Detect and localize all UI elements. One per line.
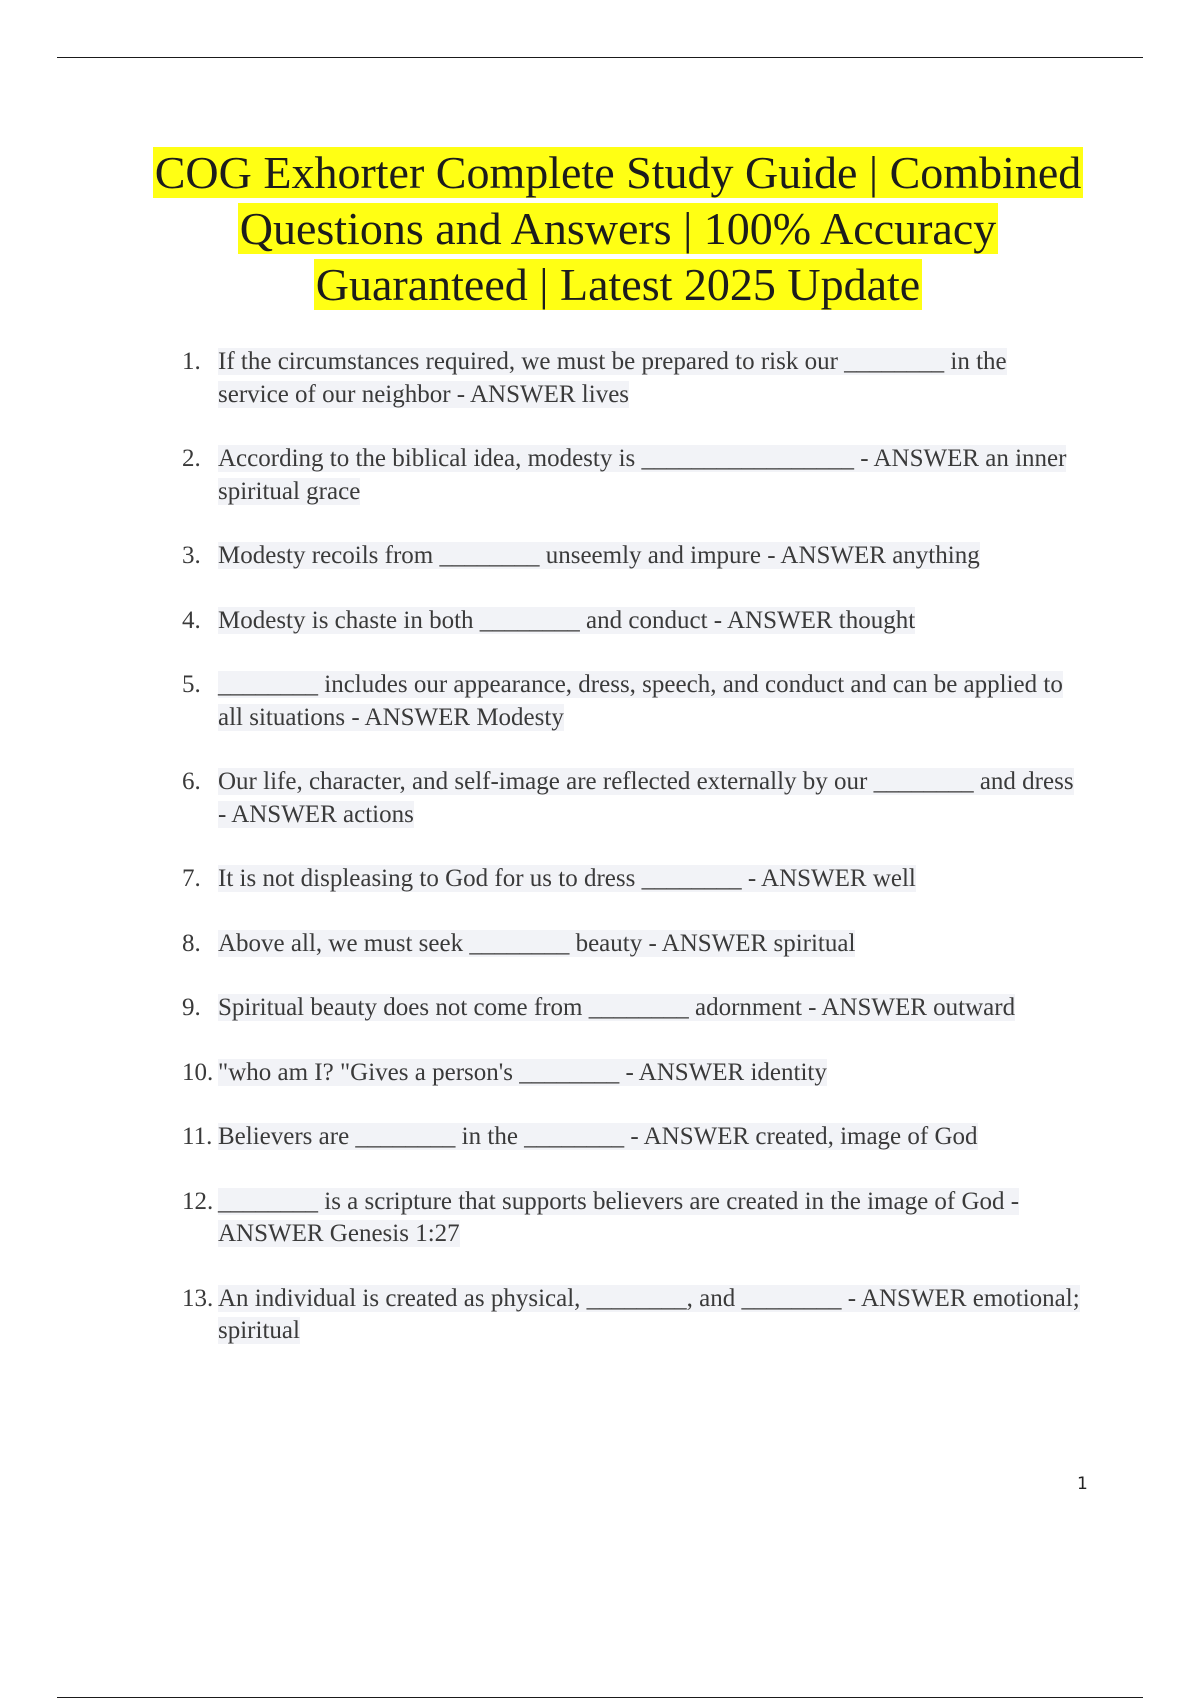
question-item: [182, 1121, 1082, 1154]
document-title: [150, 145, 1086, 313]
question-item: [182, 605, 1082, 638]
question-item: [182, 540, 1082, 573]
question-number: 11.: [182, 1123, 213, 1150]
question-number: 6.: [182, 768, 201, 795]
question-item: [182, 992, 1082, 1025]
question-item: [182, 443, 1082, 508]
question-item: [182, 669, 1082, 734]
question-number: 8.: [182, 929, 201, 957]
question-text: ________ includes our appearance, dress, speech, and conduct and can be applied to all situations - ANSWER Modesty: [218, 671, 1063, 731]
question-number: 10.: [182, 1058, 214, 1086]
question-text: It is not displeasing to God for us to dress ________ - ANSWER well: [218, 865, 916, 892]
question-item: [182, 766, 1082, 831]
page-number: 1: [1077, 1474, 1088, 1494]
question-number: 5.: [182, 671, 201, 698]
document-title-text: COG Exhorter Complete Study Guide | Combined Questions and Answers | 100% Accuracy Guaranteed | Latest 2025 Update: [154, 147, 1082, 310]
question-text: "who am I? "Gives a person's ________ - ANSWER identity: [218, 1058, 827, 1086]
question-text: Spiritual beauty does not come from ________ adornment - ANSWER outward: [218, 994, 1016, 1021]
question-number: 12.: [182, 1187, 214, 1215]
question-number: 2.: [182, 445, 201, 472]
question-text: Our life, character, and self-image are reflected externally by our ________ and dress - ANSWER actions: [218, 768, 1074, 828]
question-number: 3.: [182, 542, 201, 569]
question-text: An individual is created as physical, ________, and ________ - ANSWER emotional; spiritual: [218, 1284, 1080, 1344]
question-item: [182, 1283, 1082, 1348]
question-number: 1.: [182, 348, 201, 375]
question-number: 13.: [182, 1284, 214, 1312]
question-item: [182, 1057, 1082, 1090]
question-number: 7.: [182, 865, 201, 892]
question-number: 4.: [182, 606, 201, 634]
question-text: Modesty recoils from ________ unseemly and impure - ANSWER anything: [218, 542, 980, 569]
question-text: ________ is a scripture that supports believers are created in the image of God - ANSWER Genesis 1:27: [218, 1187, 1020, 1247]
footer-rule: [57, 1697, 1143, 1698]
question-text: According to the biblical idea, modesty is _________________ - ANSWER an inner spiritual grace: [218, 445, 1067, 505]
question-list: [182, 346, 1082, 1380]
question-item: [182, 1186, 1082, 1251]
question-item: [182, 928, 1082, 961]
question-text: Believers are ________ in the ________ - ANSWER created, image of God: [218, 1123, 978, 1150]
question-text: If the circumstances required, we must be prepared to risk our ________ in the service of our neighbor - ANSWER lives: [218, 348, 1007, 408]
question-text: Modesty is chaste in both ________ and conduct - ANSWER thought: [218, 606, 916, 634]
question-text: Above all, we must seek ________ beauty - ANSWER spiritual: [218, 929, 856, 957]
question-item: [182, 346, 1082, 411]
question-number: 9.: [182, 994, 201, 1021]
header-rule: [57, 57, 1143, 58]
question-item: [182, 863, 1082, 896]
